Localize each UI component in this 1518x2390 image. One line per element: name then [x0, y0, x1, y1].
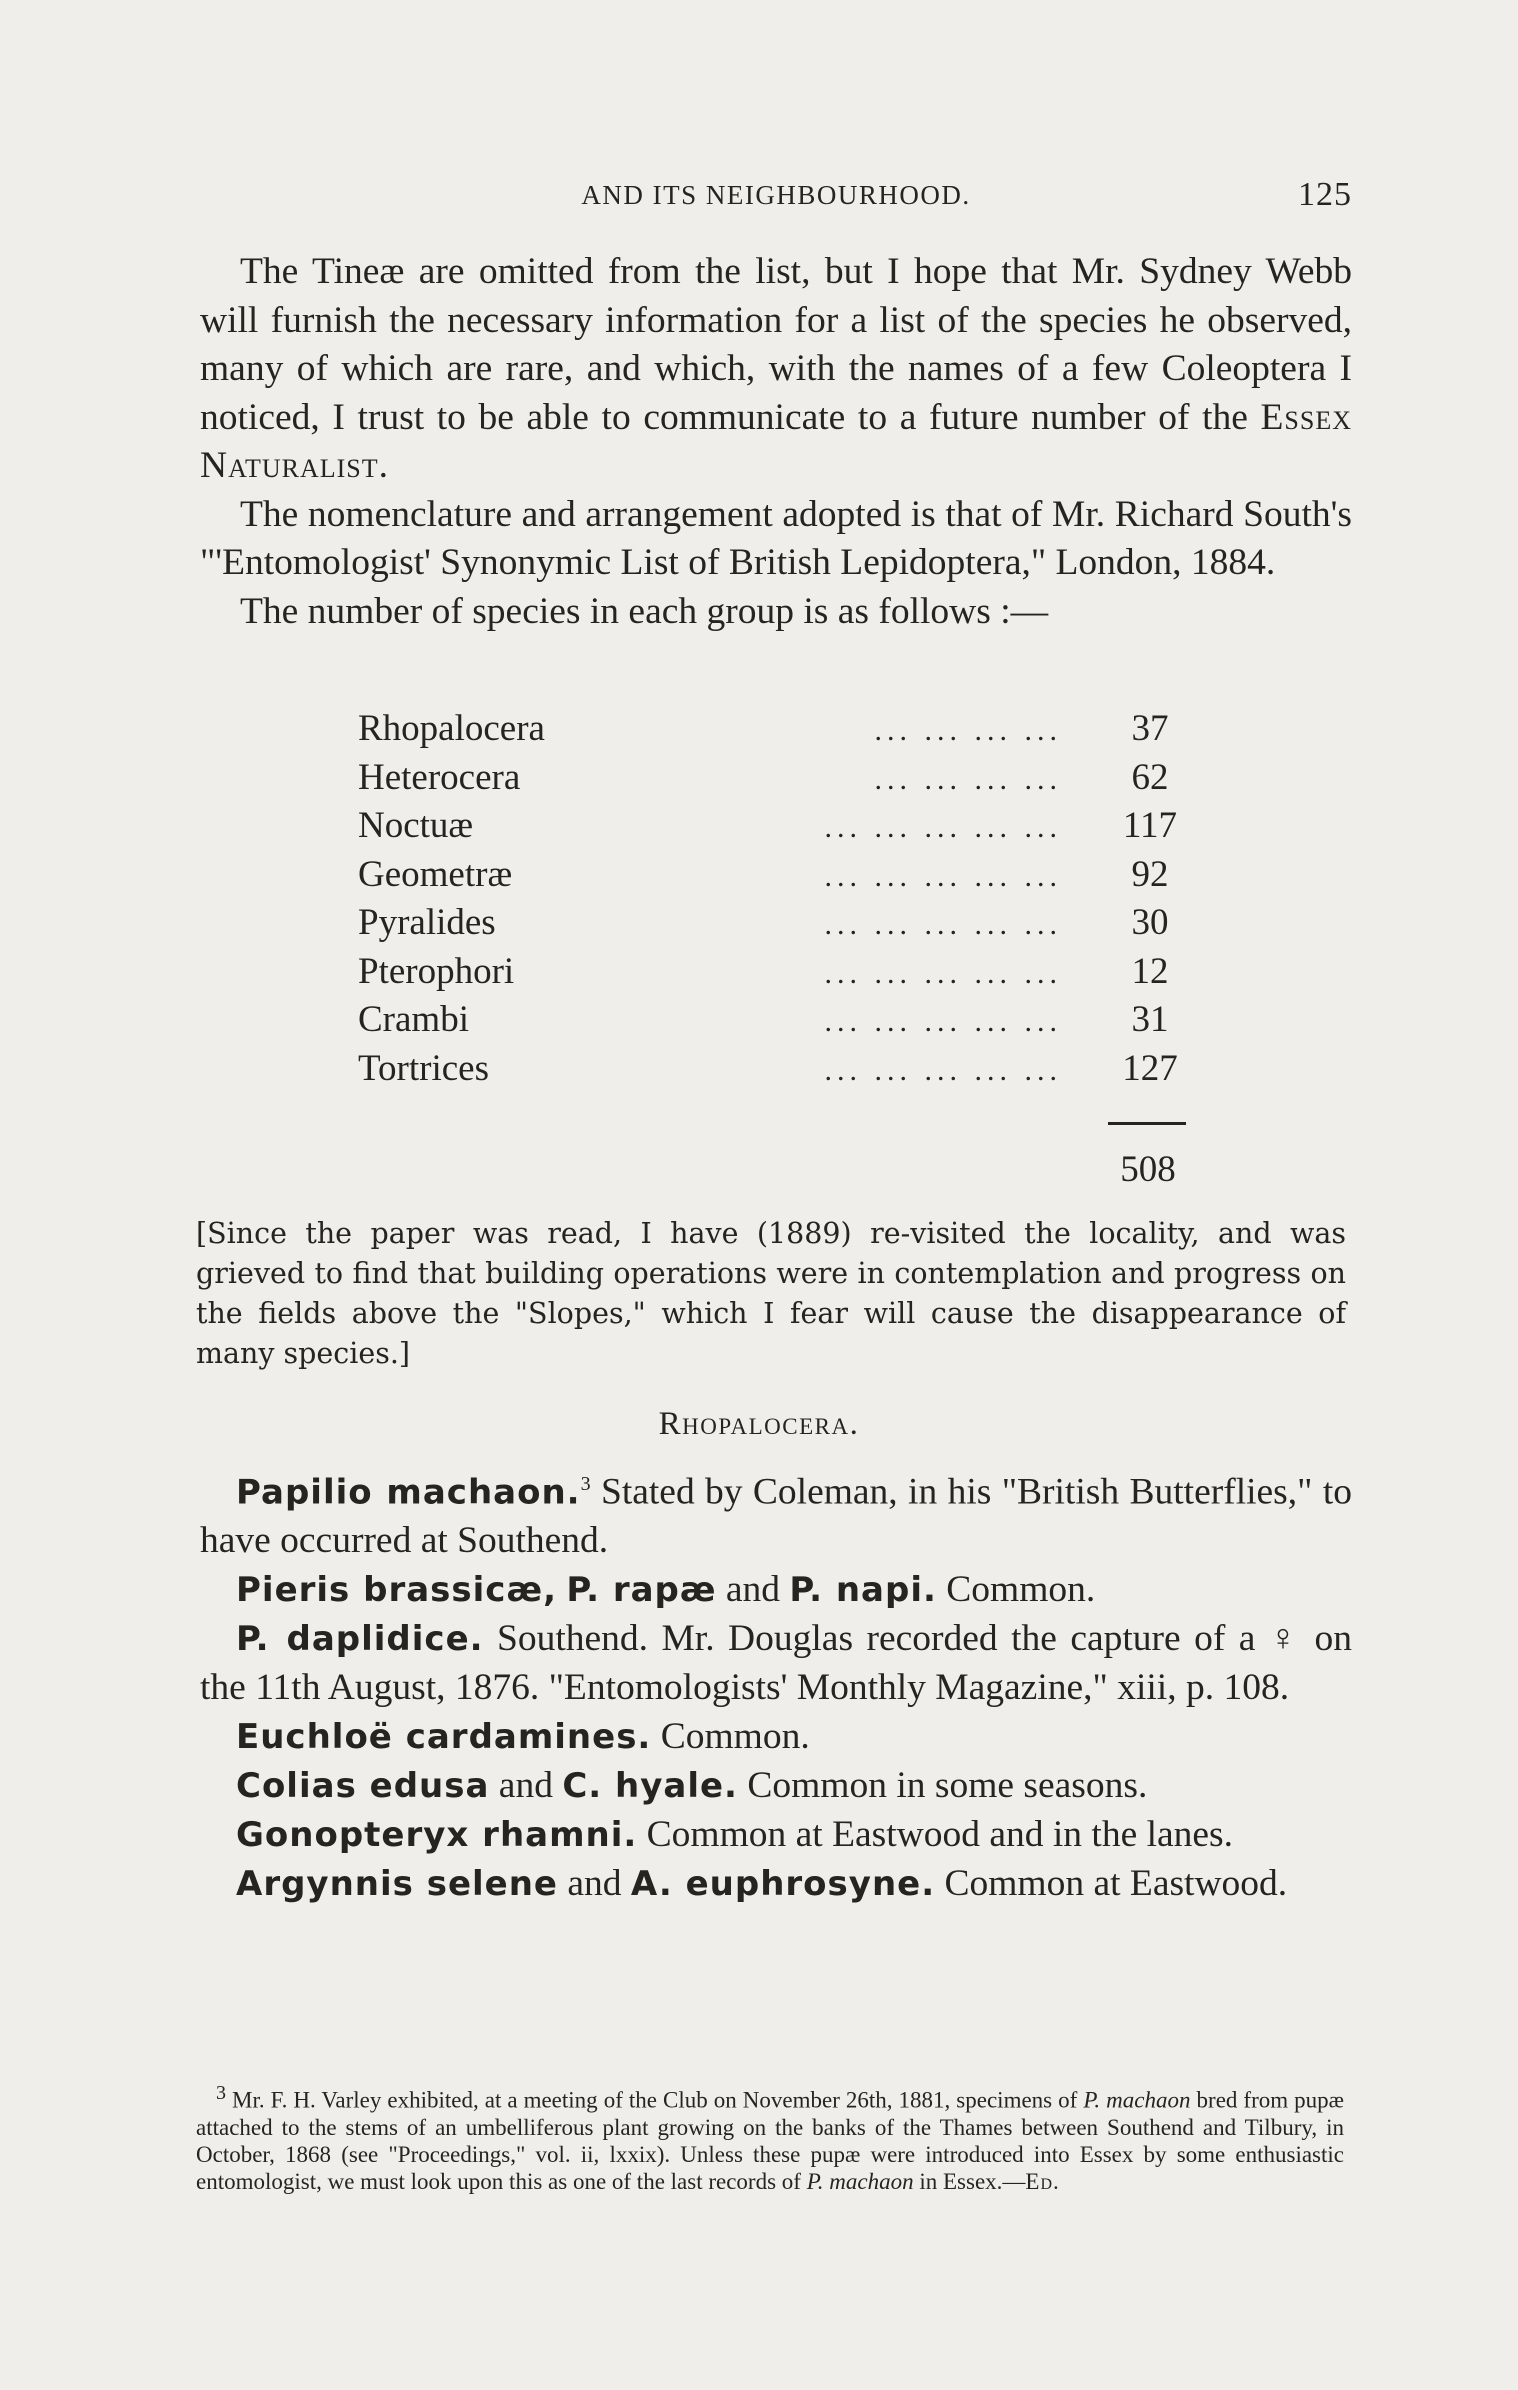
intro-text: The Tineæ are omitted from the list, but I hope that Mr. Sydney Webb will furnish the necessary information for a list of the species he observed, many of which are rare, and which, with the names of a few Coleoptera I noticed, I trust to be able to communicate to a future number of the — [200, 251, 1352, 438]
footnote-italic-a: P. machaon — [1083, 2087, 1191, 2113]
table-row — [358, 707, 1190, 756]
table-row — [358, 853, 1190, 902]
leader-dots: ... ... ... ... — [874, 714, 1062, 747]
table-row — [358, 950, 1190, 999]
leader-dots: ... ... ... ... ... — [824, 1053, 1062, 1087]
group-count: 127 — [1122, 1047, 1178, 1089]
note-text: [Since the paper was read, I have (1889) re-visited the locality, and was grieved to find that building operations were in contemplation and progress on the fields above the "Slopes," which I fear will cause the disappearance of many species.] — [196, 1217, 1346, 1370]
species-connector: and — [716, 1569, 790, 1610]
intro-paragraph-1 — [200, 248, 1352, 491]
species-name: C. hyale. — [562, 1765, 738, 1806]
group-count: 62 — [1131, 756, 1169, 798]
footnote-part-c: in Essex.— — [913, 2168, 1026, 2194]
section-title: Rhopalocera. — [658, 1406, 860, 1442]
footnote-part-b: bred from pupæ attached to the stems of an umbelliferous plant growing on the banks of the Thames between Southend and Tilbury, in October, 1868 (see "Proceedings," vol. ii, lxxix). Unless these pupæ were introduced into Essex by some enthusiastic entomologist, we must look upon this as one of the last records of — [196, 2087, 1345, 2194]
page-number: 125 — [1298, 176, 1352, 213]
page-header — [200, 176, 1352, 220]
species-description: Southend. Mr. Douglas recorded the capture of a ♀ on the 11th August, 1876. "Entomologists' Monthly Magazine," xiii, p. 108. — [200, 1618, 1352, 1708]
group-name: Geometræ — [358, 853, 513, 895]
editor-sign: Ed. — [1025, 2168, 1060, 2194]
intro-paragraph-3: The number of species in each group is as follows :— — [240, 590, 1049, 632]
species-description: Common at Eastwood. — [935, 1862, 1288, 1904]
group-count: 92 — [1131, 853, 1169, 895]
species-name: Euchloë cardamines. — [236, 1716, 652, 1757]
species-name: Papilio machaon. — [236, 1472, 581, 1513]
group-name: Rhopalocera — [358, 708, 545, 749]
running-head: AND ITS NEIGHBOURHOOD. — [581, 180, 971, 210]
footnote-text — [196, 2080, 1344, 2195]
group-name: Heterocera — [358, 756, 521, 798]
species-entry — [200, 1615, 1352, 1712]
leader-dots: ... ... ... ... — [874, 762, 1062, 796]
group-count: 37 — [1131, 708, 1169, 749]
group-name: Tortrices — [358, 1047, 489, 1089]
species-entry — [200, 1762, 1352, 1811]
group-count: 30 — [1131, 902, 1169, 943]
intro-section — [200, 248, 1352, 636]
group-count: 12 — [1131, 950, 1169, 992]
journal-name: Essex Naturalist — [200, 396, 1352, 486]
species-list — [200, 1460, 1352, 1909]
species-entry — [200, 1460, 1352, 1566]
group-name: Pterophori — [358, 950, 515, 992]
footnote-ref: 3 — [580, 1473, 591, 1495]
species-connector: and — [489, 1764, 563, 1806]
intro-end: . — [378, 445, 389, 486]
species-entry — [200, 1860, 1352, 1909]
species-description: Common in some seasons. — [737, 1764, 1148, 1806]
species-count-table — [358, 707, 1190, 1095]
footnote — [196, 2080, 1344, 2195]
group-count: 31 — [1131, 999, 1169, 1040]
species-name: P. rapæ — [566, 1570, 717, 1610]
total-rule — [1108, 1122, 1186, 1125]
species-description: Common. — [936, 1569, 1096, 1610]
species-entry — [200, 1566, 1352, 1615]
species-description: Common. — [651, 1715, 810, 1757]
group-count: 117 — [1122, 805, 1178, 846]
table-row — [358, 901, 1190, 950]
group-name: Noctuæ — [358, 805, 474, 846]
table-total: 508 — [1120, 1149, 1176, 1190]
group-name: Crambi — [358, 999, 469, 1040]
species-name: Pieris brassicæ, — [236, 1570, 558, 1610]
footnote-marker: 3 — [216, 2082, 226, 2104]
bracket-note — [196, 1214, 1346, 1374]
species-name: P. daplidice. — [236, 1619, 484, 1659]
species-entry — [200, 1713, 1352, 1762]
leader-dots: ... ... ... ... ... — [824, 859, 1062, 893]
leader-dots: ... ... ... ... ... — [824, 811, 1062, 844]
table-row — [358, 804, 1190, 853]
table-row — [358, 1047, 1190, 1096]
species-entry — [200, 1811, 1352, 1860]
species-name: A. euphrosyne. — [630, 1863, 936, 1904]
species-connector — [557, 1569, 566, 1610]
species-name: P. napi. — [789, 1570, 937, 1610]
leader-dots: ... ... ... ... ... — [824, 908, 1062, 941]
table-row — [358, 998, 1190, 1047]
footnote-italic-b: P. machaon — [806, 2168, 914, 2194]
footnote-part-a: Mr. F. H. Varley exhibited, at a meeting of the Club on November 26th, 1881, specimens of — [226, 2087, 1084, 2113]
group-name: Pyralides — [358, 902, 496, 943]
species-name: Gonopteryx rhamni. — [236, 1814, 638, 1855]
leader-dots: ... ... ... ... ... — [824, 956, 1062, 990]
species-name: Colias edusa — [236, 1765, 490, 1806]
intro-paragraph-2: The nomenclature and arrangement adopted is that of Mr. Richard South's "'Entomologist' Synonymic List of British Lepidoptera," London, 1884. — [200, 493, 1352, 583]
table-row — [358, 756, 1190, 805]
leader-dots: ... ... ... ... ... — [824, 1005, 1062, 1038]
species-description: Stated by Coleman, in his "British Butterflies," to have occurred at Southend. — [200, 1471, 1352, 1561]
species-description: Common at Eastwood and in the lanes. — [637, 1813, 1234, 1855]
species-name: Argynnis selene — [236, 1863, 558, 1904]
species-connector: and — [558, 1862, 631, 1904]
